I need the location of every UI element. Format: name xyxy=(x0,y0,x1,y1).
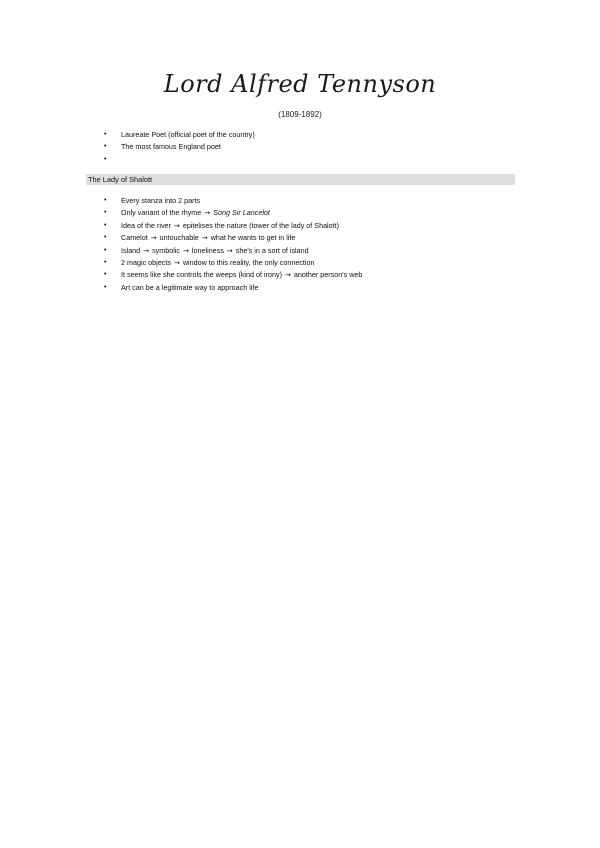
lifespan-dates: (1809-1892) xyxy=(278,110,322,119)
intro-bullet-list xyxy=(104,129,524,166)
notes-bullet-list xyxy=(104,195,524,294)
list-item-text: untouchable xyxy=(159,233,199,243)
list-item-text: another person's web xyxy=(293,270,363,280)
list-item-text: Camelot xyxy=(121,233,148,243)
list-item-text: she's in a sort of island xyxy=(235,245,309,255)
list-item-text: 2 magic objects xyxy=(121,257,171,267)
bullet-icon: • xyxy=(104,283,107,291)
list-item xyxy=(104,129,524,141)
list-item-text: loneliness xyxy=(191,245,224,255)
bullet-icon: • xyxy=(104,131,107,138)
list-item-text: symbolic xyxy=(152,245,181,255)
list-item-text: Island xyxy=(121,245,141,255)
arrow-right-icon: → xyxy=(285,271,291,280)
list-item xyxy=(104,141,524,153)
list-item xyxy=(104,269,524,281)
section-heading: The Lady of Shalott xyxy=(88,175,153,184)
list-item-text: window to this reality, the only connection xyxy=(182,257,315,267)
list-item xyxy=(104,282,524,294)
bullet-icon: • xyxy=(104,234,107,242)
list-item-text: Art can be a legitimate way to approach life xyxy=(121,282,259,292)
page-title: Lord Alfred Tennyson xyxy=(163,70,437,98)
list-item-text: Idea of the river xyxy=(121,220,171,230)
bullet-icon: • xyxy=(104,221,107,229)
bullet-icon: • xyxy=(104,271,107,279)
bullet-icon: • xyxy=(104,197,107,204)
list-item xyxy=(104,232,524,244)
list-item-text: Every stanza into 2 parts xyxy=(121,196,201,205)
arrow-right-icon: → xyxy=(173,221,180,230)
list-item-text: Laureate Poet (official poet of the country) xyxy=(121,130,255,139)
list-item-text: It seems like she controls the weeps (kind of irony) xyxy=(121,270,282,280)
arrow-right-icon: → xyxy=(143,246,150,255)
list-item-text: what he wants to get in life xyxy=(210,233,296,243)
arrow-right-icon: → xyxy=(226,246,233,255)
list-item xyxy=(104,207,524,219)
list-item-text: Only variant of the rhyme xyxy=(121,208,202,218)
arrow-right-icon: → xyxy=(150,234,157,243)
list-item xyxy=(104,154,524,166)
list-item-text-italic: Song Sir Lancelot xyxy=(213,208,270,218)
list-item xyxy=(104,220,524,232)
bullet-icon: • xyxy=(104,209,107,217)
bullet-icon: • xyxy=(104,246,107,254)
arrow-right-icon: → xyxy=(183,246,189,255)
list-item-text: epitelises the nature (tower of the lady of Shalott) xyxy=(182,220,340,230)
arrow-right-icon: → xyxy=(173,258,180,267)
bullet-icon: • xyxy=(104,155,107,163)
list-item xyxy=(104,195,524,207)
list-item xyxy=(104,257,524,269)
section-heading-bar xyxy=(86,174,515,185)
arrow-right-icon: → xyxy=(204,209,211,218)
arrow-right-icon: → xyxy=(201,234,208,243)
bullet-icon: • xyxy=(104,258,107,266)
bullet-icon: • xyxy=(104,143,107,151)
list-item xyxy=(104,245,524,257)
list-item-text: The most famous England poet xyxy=(121,142,221,152)
